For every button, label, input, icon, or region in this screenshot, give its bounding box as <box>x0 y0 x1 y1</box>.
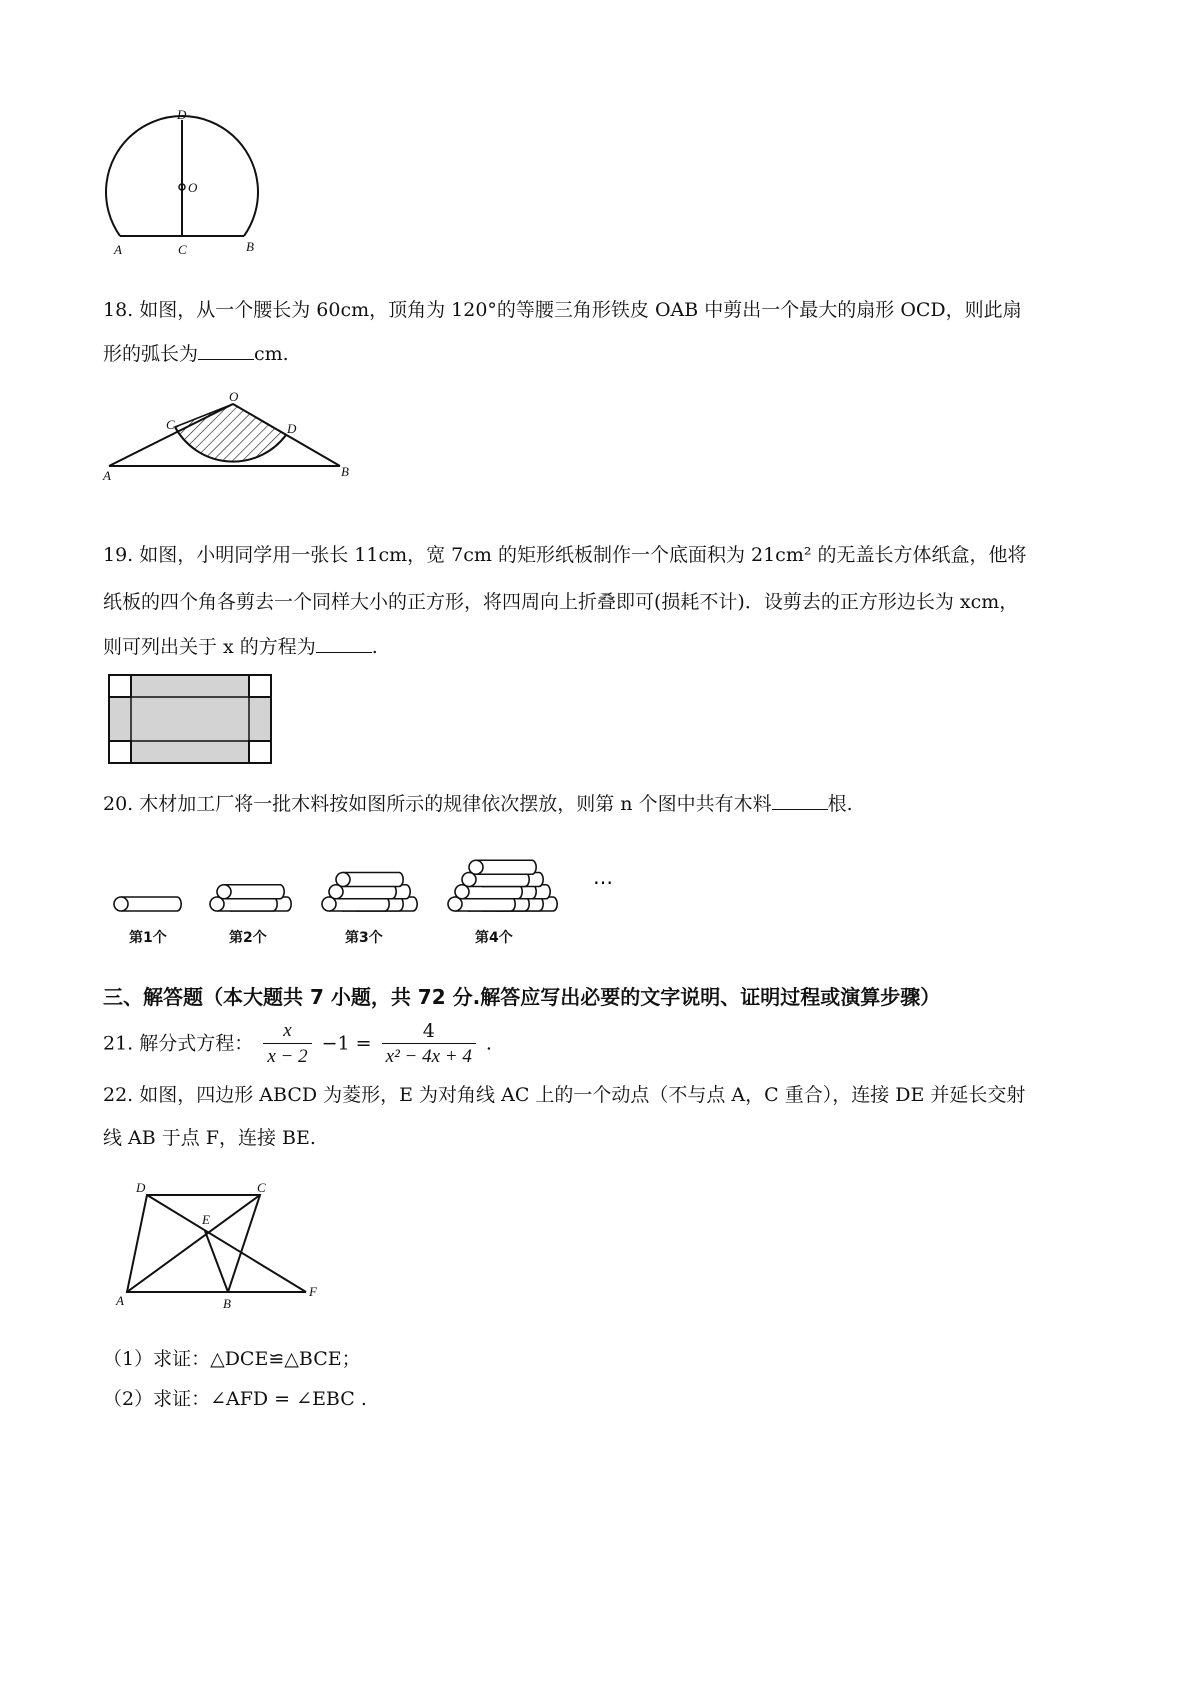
label-O: O <box>229 390 239 404</box>
log-end <box>469 860 483 874</box>
frac2-num: 4 <box>382 1019 476 1044</box>
log-end <box>114 897 128 911</box>
q20-line-post: 根. <box>827 793 853 815</box>
figure-log-stacks <box>105 840 645 960</box>
q20-line <box>103 790 853 818</box>
q18-line2 <box>103 340 289 368</box>
q19-line3-pre: 则可列出关于 x 的方程为 <box>103 636 316 658</box>
q19-line1: 19. 如图，小明同学用一张长 11cm，宽 7cm 的矩形纸板制作一个底面积为 21cm² 的无盖长方体纸盒，他将 <box>103 544 1027 566</box>
log-end <box>217 885 231 899</box>
q21-middle: −1 = <box>321 1032 372 1055</box>
figure-rhombus <box>110 1175 330 1320</box>
figure-triangle-sector <box>95 390 365 490</box>
label-O: O <box>188 180 198 195</box>
label-B: B <box>223 1296 231 1311</box>
figure-rectangle-board <box>108 674 274 766</box>
answer-blank[interactable] <box>316 634 372 653</box>
label-D: D <box>177 110 187 122</box>
stack-caption: 第4个 <box>475 930 513 946</box>
q18-line2-pre: 形的弧长为 <box>103 343 199 365</box>
label-B: B <box>246 239 254 254</box>
q22-line1: 22. 如图，四边形 ABCD 为菱形，E 为对角线 AC 上的一个动点（不与点 A，C 重合），连接 DE 并延长交射 <box>103 1084 1026 1106</box>
stack-caption: 第2个 <box>229 930 267 946</box>
frac1-num: x <box>283 1020 292 1041</box>
stack-caption: 第3个 <box>345 930 383 946</box>
frac2-den: x² − 4x + 4 <box>385 1045 472 1067</box>
fraction-1 <box>263 1018 311 1069</box>
label-E: E <box>202 1212 210 1227</box>
q18-line2-post: cm. <box>254 343 289 365</box>
label-C: C <box>178 242 187 257</box>
label-A: A <box>116 1293 124 1308</box>
q20-line-pre: 20. 木材加工厂将一批木料按如图所示的规律依次摆放，则第 n 个图中共有木料 <box>103 793 772 815</box>
q22-part2: （2）求证：∠AFD = ∠EBC . <box>103 1388 367 1410</box>
label-A: A <box>114 242 122 257</box>
log-end <box>336 873 350 887</box>
log-body <box>121 897 181 911</box>
q19-line2: 纸板的四个角各剪去一个同样大小的正方形，将四周向上折叠即可(损耗不计)．设剪去的正方形边长为 xcm， <box>103 591 1019 613</box>
label-D: D <box>136 1180 146 1195</box>
label-A: A <box>103 468 111 483</box>
label-C: C <box>166 417 175 432</box>
q21-end: . <box>485 1032 492 1055</box>
label-D: D <box>287 421 297 436</box>
label-C: C <box>257 1180 266 1195</box>
section3-heading: 三、解答题（本大题共 7 小题，共 72 分.解答应写出必要的文字说明、证明过程或演算步骤） <box>103 985 941 1009</box>
fraction-2 <box>382 1019 476 1069</box>
q19-line3 <box>103 633 378 661</box>
label-F: F <box>309 1284 317 1299</box>
label-B: B <box>341 464 349 479</box>
q22-line2: 线 AB 于点 F，连接 BE. <box>103 1127 316 1149</box>
answer-blank[interactable] <box>198 341 254 360</box>
q18-line1: 18. 如图，从一个腰长为 60cm，顶角为 120°的等腰三角形铁皮 OAB 中剪出一个最大的扇形 OCD，则此扇 <box>103 299 1022 321</box>
q22-part1: （1）求证：△DCE≌△BCE； <box>103 1348 361 1370</box>
figure-circle-segment <box>100 110 280 270</box>
stack-caption: 第1个 <box>129 930 167 946</box>
log-body <box>224 885 284 899</box>
q19-line3-post: . <box>371 636 378 658</box>
q21-equation <box>103 1018 492 1069</box>
log-body <box>343 873 403 887</box>
log-body <box>476 860 536 874</box>
q21-prefix: 21. 解分式方程： <box>103 1032 254 1055</box>
frac1-den: x − 2 <box>267 1046 308 1067</box>
answer-blank[interactable] <box>772 791 828 810</box>
ellipsis: … <box>593 865 613 889</box>
